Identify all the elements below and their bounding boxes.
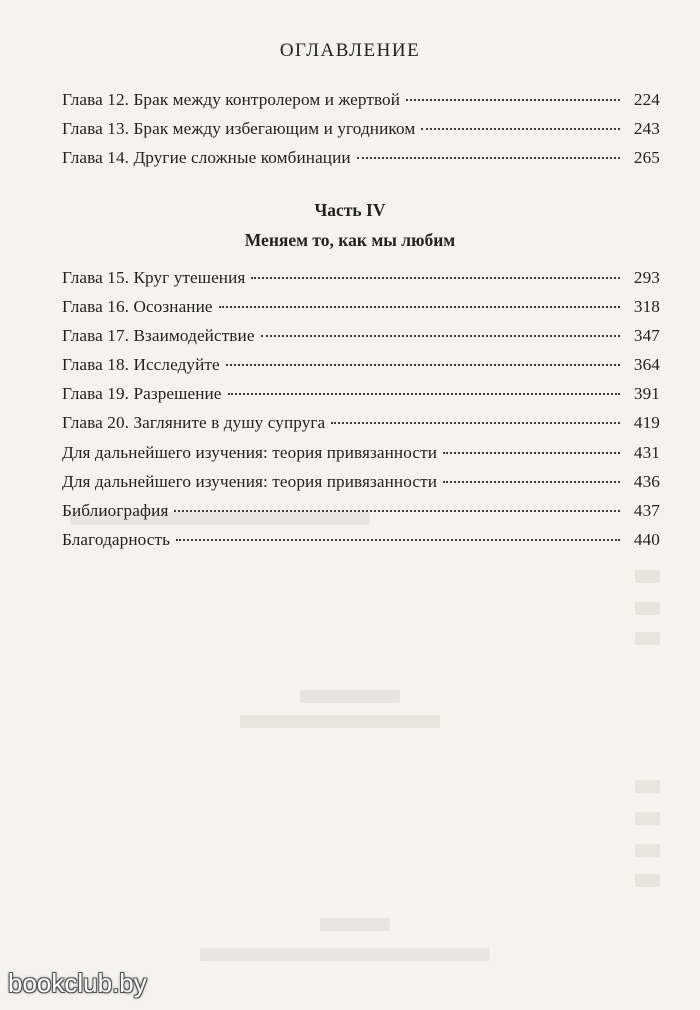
dot-leader — [219, 306, 620, 308]
toc-entry — [62, 268, 660, 297]
toc-entry-title: Глава 18. Исследуйте — [62, 355, 220, 375]
toc-list-top — [62, 90, 660, 177]
toc-entry-page: 364 — [633, 355, 660, 375]
dot-leader — [443, 452, 620, 454]
dot-leader — [331, 422, 620, 424]
bleed-through-line — [300, 690, 400, 703]
dot-leader — [176, 539, 620, 541]
toc-entry-title: Глава 16. Осознание — [62, 297, 213, 317]
bleed-through-line — [200, 948, 490, 961]
toc-entry — [62, 119, 660, 148]
toc-entry-page: 293 — [633, 268, 660, 287]
bleed-through-line — [635, 570, 660, 583]
site-watermark: bookclub.by — [8, 968, 147, 998]
toc-entry-title: Для дальнейшего изучения: теория привязанности — [62, 471, 437, 491]
toc-list-bottom — [62, 268, 660, 559]
dot-leader — [357, 157, 620, 159]
bleed-through-line — [635, 812, 660, 825]
toc-entry-page: 243 — [633, 119, 660, 139]
toc-entry-page: 224 — [633, 90, 660, 109]
toc-entry-title: Глава 19. Разрешение — [62, 384, 222, 404]
toc-entry — [62, 413, 660, 442]
toc-entry — [62, 297, 660, 326]
dot-leader — [228, 393, 620, 395]
toc-heading: ОГЛАВЛЕНИЕ — [279, 40, 421, 61]
toc-entry-title: Глава 17. Взаимодействие — [62, 326, 255, 346]
bleed-through-line — [635, 602, 660, 615]
toc-entry — [62, 472, 660, 501]
toc-entry-title: Для дальнейшего изучения: теория привязанности — [62, 442, 437, 462]
toc-entry — [62, 355, 660, 384]
toc-entry — [62, 501, 660, 530]
bleed-through-line — [240, 715, 440, 728]
bleed-through-line — [635, 844, 660, 857]
part-number: Часть IV — [314, 200, 386, 220]
toc-entry-page: 436 — [633, 471, 660, 491]
dot-leader — [406, 99, 620, 101]
toc-entry-title: Глава 13. Брак между избегающим и угодником — [62, 119, 416, 139]
dot-leader — [226, 364, 620, 366]
dot-leader — [261, 335, 620, 337]
dot-leader — [174, 510, 620, 512]
toc-entry-page: 431 — [633, 442, 660, 462]
toc-entry-title: Благодарность — [62, 529, 171, 549]
toc-entry-page: 437 — [633, 500, 660, 520]
part-title: Меняем то, как мы любим — [244, 230, 456, 250]
bleed-through-line — [320, 918, 390, 931]
toc-entry — [62, 384, 660, 413]
dot-leader — [421, 128, 620, 130]
dot-leader — [251, 277, 620, 279]
toc-entry-title: Глава 12. Брак между контролером и жертвой — [62, 90, 401, 109]
dot-leader — [443, 481, 620, 483]
toc-entry-page: 391 — [633, 384, 660, 404]
toc-entry-page: 318 — [633, 297, 660, 317]
toc-entry — [62, 443, 660, 472]
toc-entry-title: Глава 14. Другие сложные комбинации — [62, 148, 351, 168]
toc-entry — [62, 530, 660, 559]
toc-entry-page: 265 — [633, 148, 660, 168]
toc-entry-title: Глава 20. Загляните в душу супруга — [62, 413, 326, 433]
toc-entry — [62, 148, 660, 177]
toc-entry-title: Глава 15. Круг утешения — [62, 268, 246, 287]
toc-entry-page: 440 — [633, 529, 660, 549]
toc-entry-page: 347 — [633, 326, 660, 346]
toc-entry-title: Библиография — [62, 500, 169, 520]
toc-entry — [62, 326, 660, 355]
toc-entry-page: 419 — [633, 413, 660, 433]
bleed-through-line — [635, 632, 660, 645]
bleed-through-line — [635, 874, 660, 887]
bleed-through-line — [635, 780, 660, 793]
toc-entry — [62, 90, 660, 119]
